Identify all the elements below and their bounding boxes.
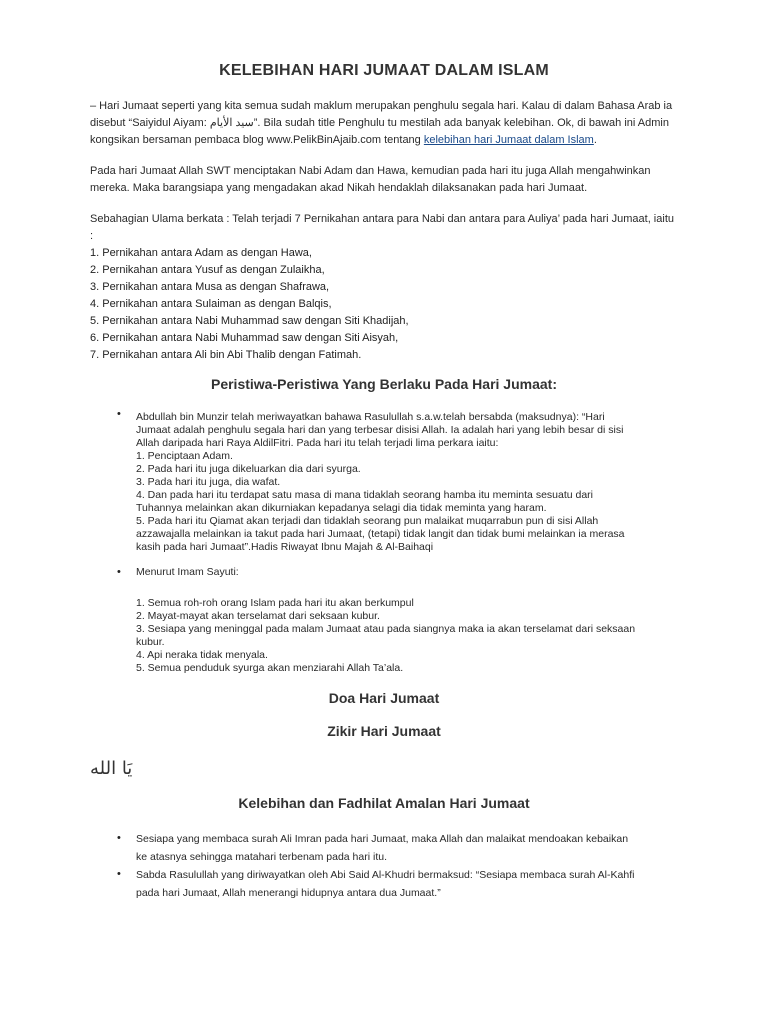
hadith-line: 2. Pada hari itu juga dikeluarkan dia dari syurga.	[136, 463, 361, 475]
arabic-zikir: يَا الله	[90, 758, 133, 779]
bullet-icon: •	[117, 408, 121, 420]
sayuti-list	[136, 597, 676, 675]
list-item: kubur.	[136, 636, 165, 648]
fadhilat-line: ke atasnya sehingga matahari terbenam pada hari itu.	[136, 851, 387, 863]
fadhilat-line: pada hari Jumaat, Allah menerangi hidupnya antara dua Jumaat.”	[136, 887, 441, 899]
list-item: 2. Pernikahan antara Yusuf as dengan Zulaikha,	[90, 264, 325, 276]
heading-doa: Doa Hari Jumaat	[328, 690, 440, 706]
hadith-line: 5. Pada hari itu Qiamat akan terjadi dan tidaklah seorang pun malaikat muqarrabun pun di sisi Allah	[136, 515, 599, 527]
hadith-line: kasih pada hari Jumaat”.Hadis Riwayat Ibnu Majah & Al-Baihaqi	[136, 541, 434, 553]
intro-end: .	[593, 134, 597, 146]
marriage-list	[90, 245, 409, 364]
list-item: 3. Pernikahan antara Musa as dengan Shafrawa,	[90, 281, 330, 293]
fadhilat-line: Sesiapa yang membaca surah Ali Imran pada hari Jumaat, maka Allah dan malaikat mendoakan kebaikan	[136, 833, 629, 845]
list-item: 4. Api neraka tidak menyala.	[136, 649, 268, 661]
list-item: 1. Pernikahan antara Adam as dengan Hawa,	[90, 247, 312, 259]
bullet-icon: •	[117, 868, 121, 880]
article-link[interactable]: kelebihan hari Jumaat dalam Islam	[423, 134, 594, 146]
heading-zikir: Zikir Hari Jumaat	[327, 723, 441, 739]
fadhilat-item	[136, 830, 676, 866]
hadith-line: 4. Dan pada hari itu terdapat satu masa di mana tidaklah seorang hamba itu meminta sesuatu dari	[136, 489, 594, 501]
page-title: KELEBIHAN HARI JUMAAT DALAM ISLAM	[219, 62, 549, 79]
bullet-icon: •	[117, 832, 121, 844]
creation-paragraph: Pada hari Jumaat Allah SWT menciptakan Nabi Adam dan Hawa, kemudian pada hari itu juga Allah mengahwinkan mereka. Maka barangsiapa yang mengadakan akad Nikah hendaklah dilaksanakan pada hari Jumaat.	[90, 165, 651, 194]
list-item: 7. Pernikahan antara Ali bin Abi Thalib dengan Fatimah.	[90, 349, 362, 361]
hadith-line: 3. Pada hari itu juga, dia wafat.	[136, 476, 281, 488]
fadhilat-item	[136, 866, 676, 902]
list-item: 4. Pernikahan antara Sulaiman as dengan Balqis,	[90, 298, 332, 310]
list-item: 1. Semua roh-roh orang Islam pada hari itu akan berkumpul	[136, 597, 414, 609]
fadhilat-line: Sabda Rasulullah yang diriwayatkan oleh Abi Said Al-Khudri bermaksud: “Sesiapa membaca surah Al-Kahfi	[136, 869, 635, 881]
hadith-line: Abdullah bin Munzir telah meriwayatkan bahawa Rasulullah s.a.w.telah bersabda (maksudnya): “Hari	[136, 411, 605, 423]
ulama-paragraph: Sebahagian Ulama berkata : Telah terjadi 7 Pernikahan antara para Nabi dan antara para Auliya’ pada hari Jumaat, iaitu :	[90, 213, 674, 242]
hadith-line: Tuhannya melainkan akan dikurniakan kepadanya selagi dia tidak meminta yang haram.	[136, 502, 547, 514]
list-item: 2. Mayat-mayat akan terselamat dari seksaan kubur.	[136, 610, 380, 622]
hadith-line: azzawajalla melainkan ia takut pada hari Jumaat, (tetapi) tidak langit dan tidak bumi melainkan ia merasa	[136, 528, 625, 540]
heading-peristiwa: Peristiwa-Peristiwa Yang Berlaku Pada Hari Jumaat:	[210, 376, 557, 392]
hadith-block	[136, 411, 676, 554]
intro-text: – Hari Jumaat seperti yang kita semua sudah maklum merupakan penghulu segala hari. Kalau di dalam Bahasa Arab ia disebut “Saiyidul Aiyam: سيد الأيام”. Bila sudah title Penghulu tu mestilah ada banyak kelebihan. Ok, di bawah ini Admin kongsikan bersaman pembaca blog www.PelikBinAjaib.com tentang	[90, 100, 673, 146]
list-item: 5. Pernikahan antara Nabi Muhammad saw dengan Siti Khadijah,	[90, 315, 409, 327]
hadith-line: Allah daripada hari Raya AldilFitri. Pada hari itu telah terjadi lima perkara iaitu:	[136, 437, 499, 449]
list-item: 3. Sesiapa yang meninggal pada malam Jumaat atau pada siangnya maka ia akan terselamat dari seksaan	[136, 623, 636, 635]
intro-paragraph	[90, 98, 680, 149]
hadith-line: 1. Penciptaan Adam.	[136, 450, 233, 462]
list-item: 5. Semua penduduk syurga akan menziarahi Allah Ta’ala.	[136, 662, 404, 674]
heading-fadhilat: Kelebihan dan Fadhilat Amalan Hari Jumaat	[238, 795, 530, 811]
hadith-line: Jumaat adalah penghulu segala hari dan yang terbesar disisi Allah. Ia adalah hari yang lebih besar di sisi	[136, 424, 624, 436]
sayuti-intro: Menurut Imam Sayuti:	[136, 566, 239, 578]
list-item: 6. Pernikahan antara Nabi Muhammad saw dengan Siti Aisyah,	[90, 332, 399, 344]
bullet-icon: •	[117, 566, 121, 578]
